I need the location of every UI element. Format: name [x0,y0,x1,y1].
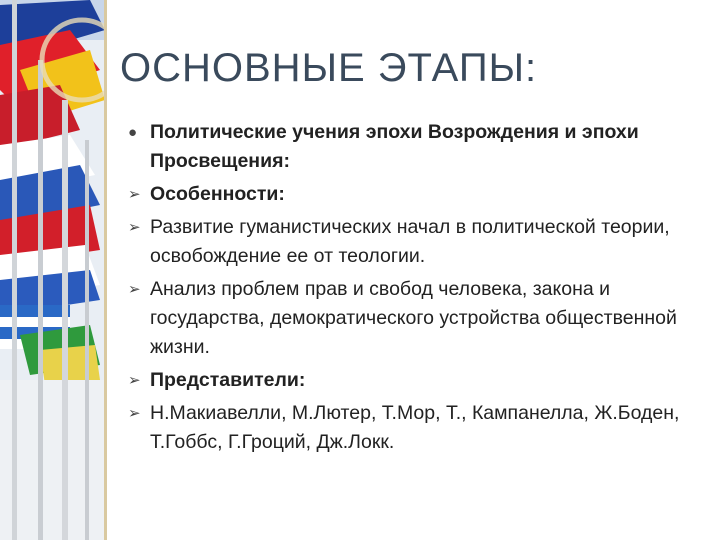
arrow-bullet-icon: ➢ [128,281,141,298]
bullet-list [128,118,708,461]
list-item [128,275,708,362]
slide-title: ОСНОВНЫЕ ЭТАПЫ: [120,46,538,90]
flags-image [0,0,105,540]
arrow-bullet-icon: ➢ [128,405,141,422]
dot-bullet-icon: ● [128,124,138,141]
list-item-text: Представители: [150,369,306,391]
divider-line [104,0,107,540]
list-item [128,366,708,395]
list-item-text: Анализ проблем прав и свобод человека, закона и государства, демократического устройства общественной жизни. [150,278,677,358]
list-item [128,399,708,457]
list-item-text: Политические учения эпохи Возрождения и эпохи Просвещения: [150,121,639,172]
list-item-text: Н.Макиавелли, М.Лютер, Т.Мор, Т., Кампанелла, Ж.Боден, Т.Гоббс, Г.Гроций, Дж.Локк. [150,402,680,453]
list-item [128,180,708,209]
list-item-text: Развитие гуманистических начал в политической теории, освобождение ее от теологии. [150,216,670,267]
list-item [128,118,708,176]
arrow-bullet-icon: ➢ [128,186,141,203]
list-item [128,213,708,271]
arrow-bullet-icon: ➢ [128,372,141,389]
list-item-text: Особенности: [150,183,285,205]
arrow-bullet-icon: ➢ [128,219,141,236]
